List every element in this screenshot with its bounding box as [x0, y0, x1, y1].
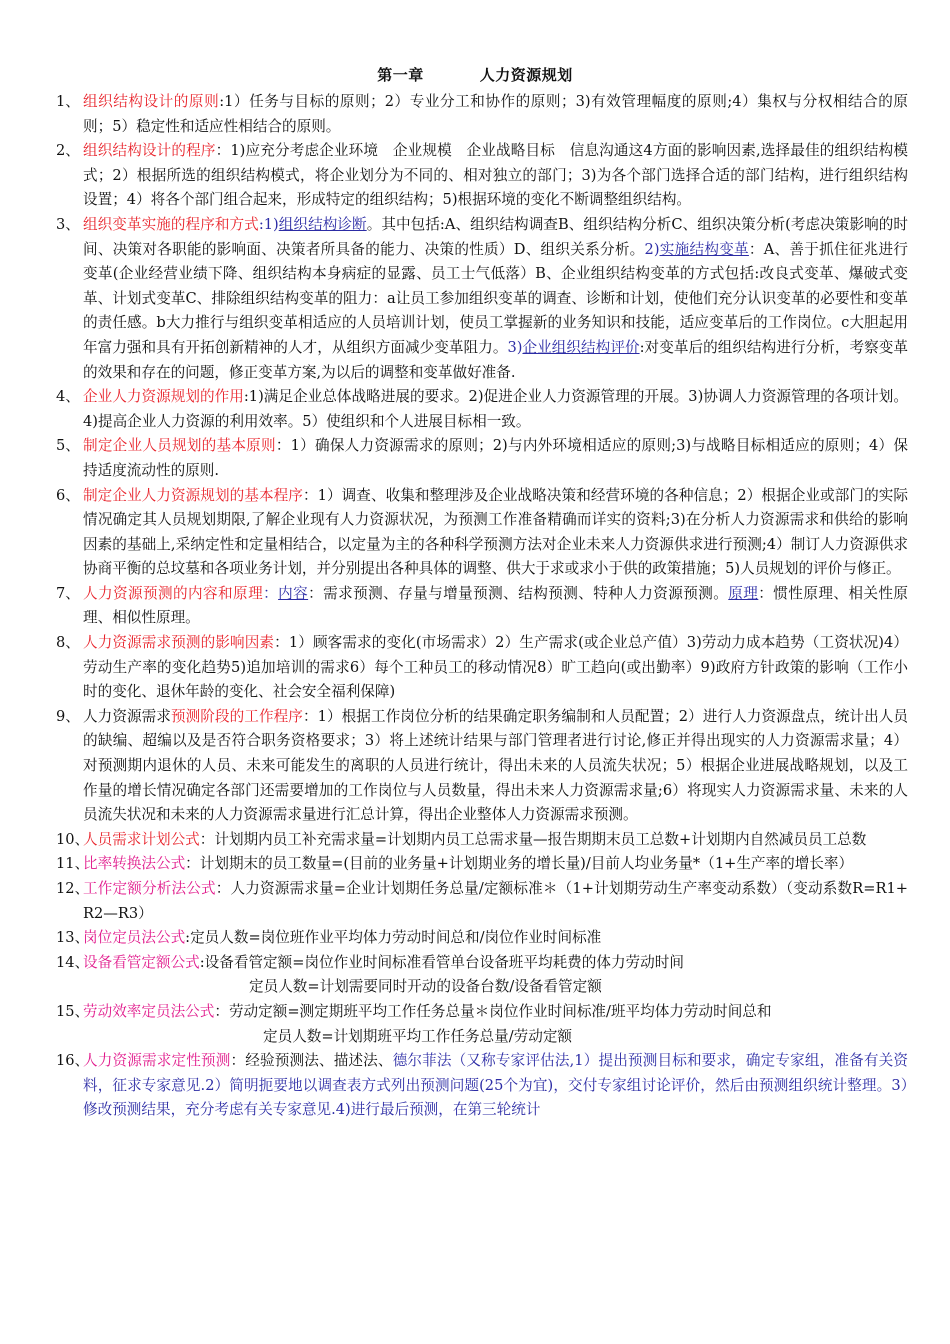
item-heading: 预测阶段的工作程序	[170, 707, 303, 725]
page-title	[0, 64, 950, 85]
item-list	[56, 90, 908, 1123]
item-body: ：人力资源需求量=企业计划期任务总量/定额标准＊（1+计划期劳动生产率变动系数）（变动系数R=R1+R2—R3）	[83, 880, 908, 922]
list-item-3	[56, 213, 908, 385]
item-body: :1）任务与目标的原则；2）专业分工和协作的原则；3)有效管理幅度的原则;4）集权与分权相结合的原则；5）稳定性和适应性相结合的原则。	[83, 93, 908, 135]
item-body: :对变革后的组织结构进行分析，考察变革的效果和存在的问题，修正变革方案,为以后的调整和变革做好准备.	[83, 338, 908, 381]
list-item-12	[56, 877, 908, 926]
item-heading: 组织结构设计的原则	[83, 93, 220, 110]
item-body: :设备看管定额=岗位作业时间标准看管单台设备班平均耗费的体力劳动时间	[199, 953, 684, 971]
list-item-5	[56, 434, 908, 483]
list-item-2	[56, 139, 908, 213]
item-body: ：A、善于抓住征兆进行变革(企业经营业绩下降、组织结构本身病症的显露、员工士气低落）B、企业组织结构变革的方式包括:改良式变革、爆破式变革、计划式变革C、排除组织结构变革的阻力：a让员工参加组织变革的调查、诊断和计划，使他们充分认识变革的必要性和变革的责任感。b大力推行与组织变革相适应的人员培训计划，使员工掌握新的业务知识和技能，适应变革后的工作岗位。c大胆起用年富力强和具有开拓创新精神的人才，从组织方面减少变革阻力。	[83, 240, 908, 356]
list-item-13	[56, 926, 908, 951]
item-number: 3、	[56, 215, 80, 233]
item-heading: 人力资源需求定性预测	[83, 1052, 231, 1070]
list-item-8	[56, 631, 908, 705]
list-item-7	[56, 582, 908, 631]
item-heading: 岗位定员法公式	[83, 929, 186, 947]
chapter-name: 人力资源规划	[479, 66, 573, 84]
item-body: ：1）根据工作岗位分析的结果确定职务编制和人员配置；2）进行人力资源盘点，统计出人员的缺编、超编以及是否符合职务资格要求；3）将上述统计结果与部门管理者进行讨论,修正并得出现实的人力资源需求量；4）对预测期内退休的人员、未来可能发生的离职的人员进行统计，得出未来的人员流失状况；5）根据企业进展战略规划，以及工作量的增长情况确定各部门还需要增加的工作岗位与人员数量，得出未来人力资源需求量;6）将现实人力资源需求量、未来的人员流失状况和未来的人力资源需求量进行汇总计算，得出企业整体人力资源需求预测。	[83, 707, 908, 824]
item-number: 12、	[56, 880, 90, 897]
link-org-evaluation[interactable]: 企业组织结构评价	[522, 338, 640, 356]
list-item-1	[56, 90, 908, 139]
item-heading: 工作定额分析法公式	[83, 880, 216, 897]
item-part: 2)	[644, 240, 660, 258]
item-heading: 劳动效率定员法公式	[83, 1002, 215, 1020]
item-body: ：1）确保人力资源需求的原则；2)与内外环境相适应的原则;3)与战略目标相适应的原则；4）保持适度流动性的原则.	[83, 437, 908, 479]
item-heading: 人力资源预测的内容和原理	[83, 584, 264, 602]
item-part: :1)	[258, 215, 279, 233]
list-item-16	[56, 1049, 908, 1123]
item-heading: 人员需求计划公式	[83, 830, 200, 848]
item-body: ：经验预测法、描述法、	[230, 1052, 393, 1070]
item-number: 7、	[56, 584, 80, 602]
item-body-blue: 德尔菲法（又称专家评估法,1）提出预测目标和要求，确定专家组，准备有关资料，征求专家意见.2）简明扼要地以调查表方式列出预测问题(25个为宜)，交付专家组讨论评价，然后由预测组织统计整理。3）修改预测结果，充分考虑有关专家意见.4)进行最后预测，在第三轮统计	[83, 1052, 908, 1119]
item-formula-line: 定员人数=计划需要同时开动的设备台数/设备看管定额	[249, 978, 602, 996]
link-principle[interactable]: 原理	[728, 584, 759, 602]
list-item-11	[56, 852, 908, 877]
item-heading: 制定企业人员规划的基本原则	[83, 437, 276, 455]
item-body: ：1)应充分考虑企业环境 企业规模 企业战略目标 信息沟通这4方面的影响因素,选择最佳的组织结构模式；2）根据所选的组织结构模式，将企业划分为不同的、相对独立的部门；3)为各个部门选择合适的部门结构，进行组织结构设置；4）将各个部门组合起来，形成特定的组织结构；5)根据环境的变化不断调整组织结构。	[83, 142, 908, 209]
item-part: 3)	[507, 338, 523, 356]
item-number: 10、	[56, 830, 90, 848]
item-body: ：1）顾客需求的变化(市场需求）2）生产需求(或企业总产值）3)劳动力成本趋势（工资状况)4）劳动生产率的变化趋势5)追加培训的需求6）每个工种员工的移动情况8）旷工趋向(或出勤率）9)政府方针政策的影响（工作小时的变化、退休年龄的变化、社会安全福利保障)	[83, 634, 908, 701]
item-heading: 组织结构设计的程序	[83, 142, 216, 160]
item-heading: 企业人力资源规划的作用	[83, 388, 244, 406]
item-body: ：1）调查、收集和整理涉及企业战略决策和经营环境的各种信息；2）根据企业或部门的实际情况确定其人员规划期限,了解企业现有人力资源状况，为预测工作准备精确而详实的资料;3)在分析人力资源需求和供给的影响因素的基础上,采纳定性和定量相结合，以定量为主的各种科学预测方法对企业未来人力资源供求进行预测;4）制订人力资源供求协商平衡的总坟墓和各项业务计划，并分别提出各种具体的调整、供大于求或求小于供的政策措施；5)人员规划的评价与修正。	[83, 486, 908, 578]
item-number: 14、	[56, 953, 90, 971]
item-body: :1)满足企业总体战略进展的要求。2)促进企业人力资源管理的开展。3)协调人力资源管理的各项计划。4)提高企业人力资源的利用效率。5）使组织和个人进展目标相一致。	[83, 388, 908, 430]
list-item-9	[56, 705, 908, 828]
link-org-diagnosis[interactable]: 组织结构诊断	[278, 215, 367, 233]
item-number: 1、	[56, 93, 80, 110]
list-item-14	[56, 951, 908, 1000]
item-formula-line: 定员人数=计划期班平均工作任务总量/劳动定额	[263, 1027, 573, 1045]
item-heading: 人力资源需求预测的影响因素	[83, 634, 275, 652]
item-body: ：惯性原理、相关性原理、相似性原理。	[83, 584, 908, 627]
item-body: ：需求预测、存量与增量预测、结构预测、特种人力资源预测。	[308, 584, 729, 602]
list-item-10	[56, 828, 908, 853]
item-body: :定员人数=岗位班作业平均体力劳动时间总和/岗位作业时间标准	[185, 929, 602, 947]
link-implement-change[interactable]: 实施结构变革	[659, 240, 749, 258]
item-heading: 比率转换法公式	[83, 855, 186, 873]
item-heading: 设备看管定额公式	[83, 953, 200, 971]
item-body: ：计划期内员工补充需求量=计划期内员工总需求量—报告期期末员工总数+计划期内自然减员员工总数	[199, 830, 867, 848]
item-heading: 制定企业人力资源规划的基本程序	[83, 486, 303, 504]
chapter-label: 第一章	[377, 66, 424, 84]
item-number: 16、	[56, 1052, 90, 1070]
item-number: 8、	[56, 634, 80, 652]
item-number: 4、	[56, 388, 80, 406]
item-number: 2、	[56, 142, 80, 160]
item-number: 5、	[56, 437, 80, 455]
item-body: ：劳动定额=测定期班平均工作任务总量＊岗位作业时间标准/班平均体力劳动时间总和	[214, 1002, 772, 1020]
list-item-6	[56, 484, 908, 582]
item-lead: 人力资源需求	[83, 707, 171, 725]
item-number: 9、	[56, 707, 80, 725]
list-item-15	[56, 1000, 908, 1049]
item-body: 。其中包括:A、组织结构调查B、组织结构分析C、组织决策分析(考虑决策影响的时间、决策对各职能的影响面、决策者所具备的能力、决策的性质）D、组织关系分析。	[83, 215, 908, 258]
item-body: ：计划期末的员工数量=(目前的业务量+计划期业务的增长量)/目前人均业务量*（1+生产率的增长率）	[185, 855, 854, 873]
item-number: 6、	[56, 486, 80, 504]
item-number: 13、	[56, 929, 90, 947]
link-content[interactable]: 内容	[278, 584, 309, 602]
item-number: 11、	[56, 855, 90, 873]
list-item-4	[56, 385, 908, 434]
item-heading: 组织变革实施的程序和方式	[83, 215, 259, 233]
item-part: ：	[263, 584, 279, 602]
item-number: 15、	[56, 1002, 90, 1020]
